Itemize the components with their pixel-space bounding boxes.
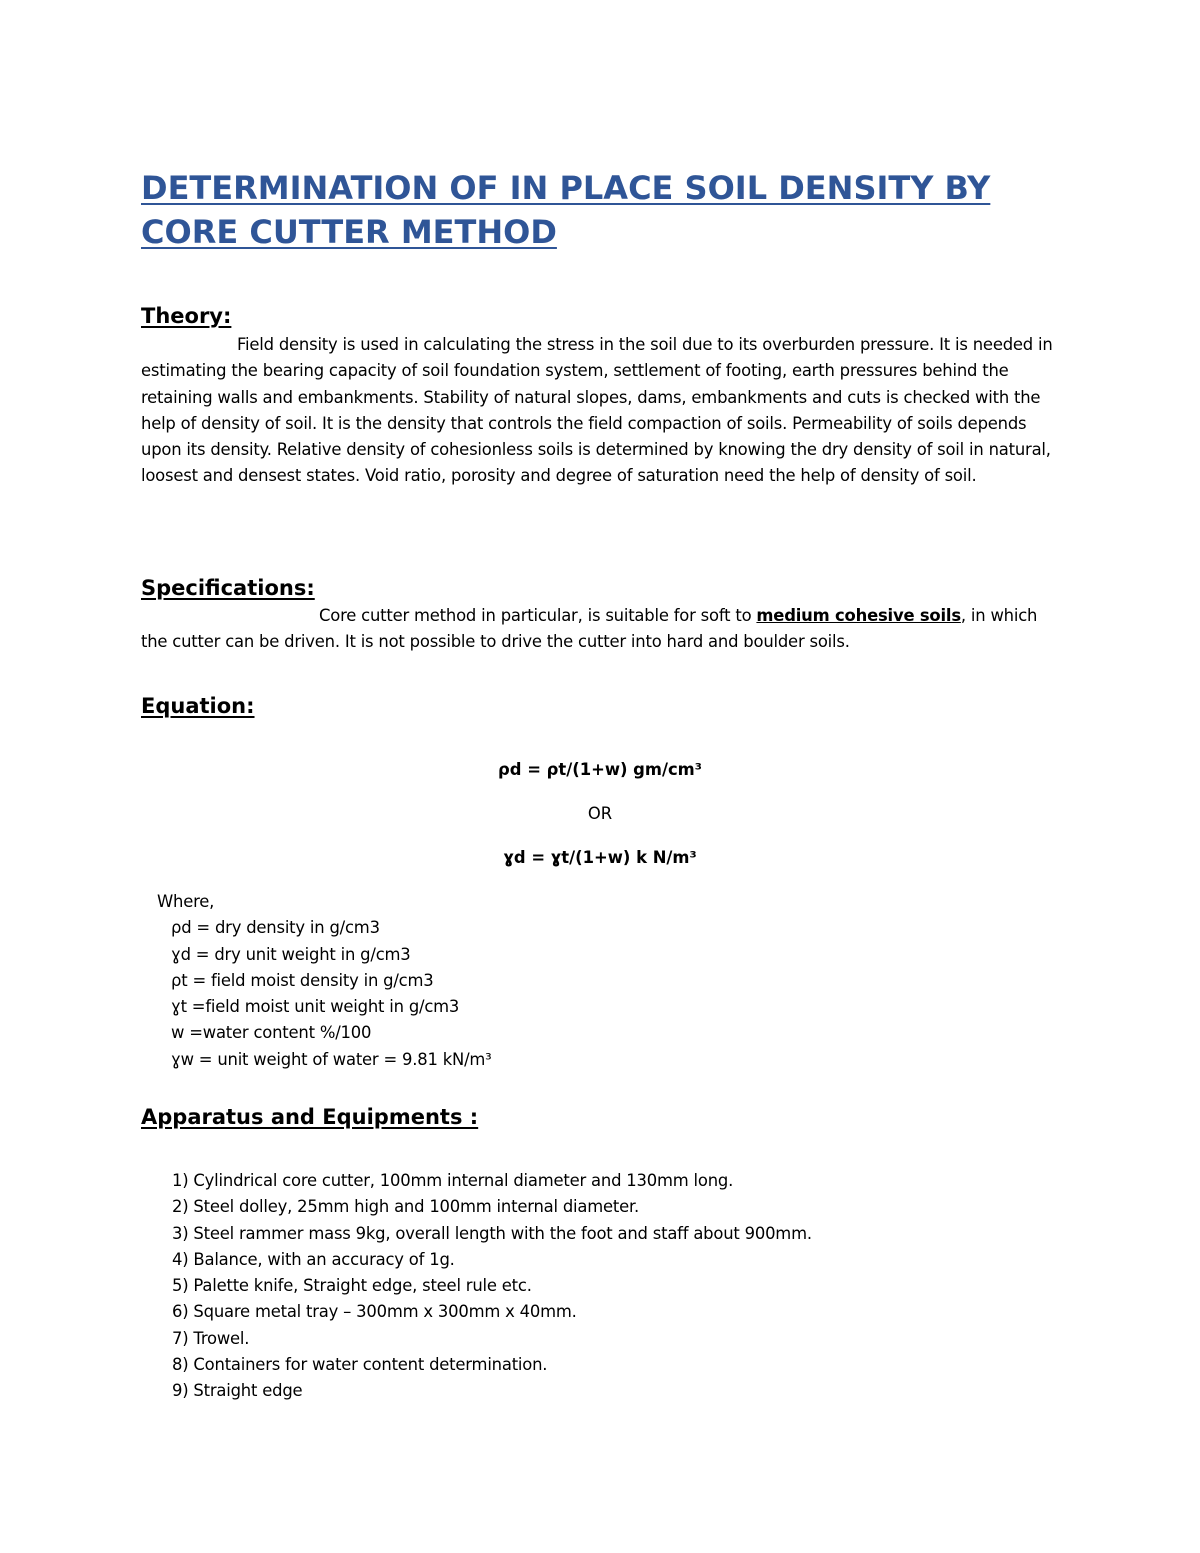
apparatus-item: 3) Steel rammer mass 9kg, overall length with the foot and staff about 900mm. — [172, 1223, 812, 1243]
definition-item: ɣd = dry unit weight in g/cm3 — [171, 944, 411, 964]
where-block — [157, 889, 492, 1073]
apparatus-item: 6) Square metal tray – 300mm x 300mm x 40mm. — [172, 1302, 577, 1322]
specifications-paragraph — [141, 603, 1056, 656]
equation-or: OR — [587, 804, 613, 823]
apparatus-list — [172, 1168, 812, 1405]
equation-dry-unit-weight: ɣd = ɣt/(1+w) k N/m³ — [503, 848, 697, 867]
document-title: DETERMINATION OF IN PLACE SOIL DENSITY BY CORE CUTTER METHOD — [141, 169, 991, 251]
definition-item: ɣw = unit weight of water = 9.81 kN/m³ — [171, 1049, 492, 1069]
specifications-text-before: Core cutter method in particular, is suitable for soft to — [319, 606, 757, 625]
equation-dry-density: ρd = ρt/(1+w) gm/cm³ — [498, 760, 702, 779]
specifications-emphasis: medium cohesive soils — [756, 606, 961, 625]
theory-heading: Theory: — [141, 304, 232, 328]
apparatus-item: 1) Cylindrical core cutter, 100mm internal diameter and 130mm long. — [172, 1171, 734, 1190]
definition-item: ρt = field moist density in g/cm3 — [171, 970, 434, 990]
theory-paragraph: Field density is used in calculating the stress in the soil due to its overburden pressure. It is needed in estimating the bearing capacity of soil foundation system, settlement of footing, earth pressures behind the retaining walls and embankments. Stability of natural slopes, dams, embankments and cuts is checked with the help of density of soil. It is the density that controls the field compaction of soils. Permeability of soils depends upon its density. Relative density of cohesionless soils is determined by knowing the dry density of soil in natural, loosest and densest states. Void ratio, porosity and degree of saturation need the help of density of soil. — [141, 335, 1053, 486]
apparatus-item: 5) Palette knife, Straight edge, steel rule etc. — [172, 1276, 532, 1296]
apparatus-item: 9) Straight edge — [172, 1381, 303, 1401]
where-label: Where, — [157, 892, 215, 911]
specifications-text-after: , in which the cutter can be driven. It is not possible to drive the cutter into hard and boulder soils. — [141, 606, 1038, 652]
definition-item: ɣt =field moist unit weight in g/cm3 — [171, 997, 460, 1017]
specifications-heading: Specifications: — [141, 576, 315, 600]
apparatus-item: 8) Containers for water content determination. — [172, 1355, 548, 1375]
apparatus-item: 7) Trowel. — [172, 1328, 250, 1348]
definitions-list — [157, 915, 492, 1073]
apparatus-heading: Apparatus and Equipments : — [141, 1105, 479, 1129]
definition-item: w =water content %/100 — [171, 1023, 372, 1043]
apparatus-item: 4) Balance, with an accuracy of 1g. — [172, 1249, 455, 1269]
equation-heading: Equation: — [141, 694, 255, 718]
apparatus-item: 2) Steel dolley, 25mm high and 100mm internal diameter. — [172, 1197, 640, 1217]
definition-item: ρd = dry density in g/cm3 — [171, 918, 380, 938]
